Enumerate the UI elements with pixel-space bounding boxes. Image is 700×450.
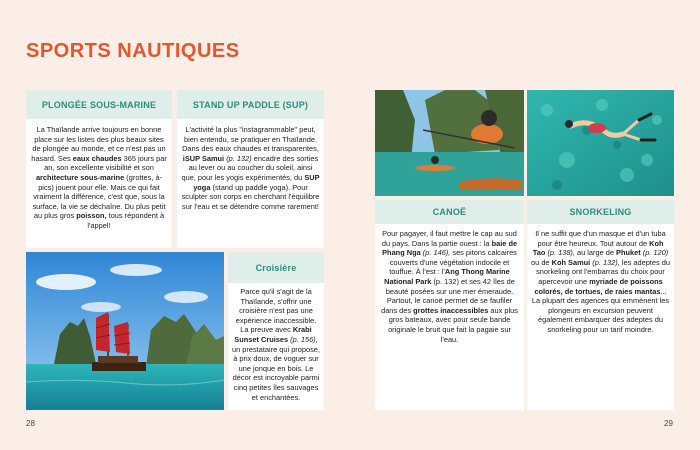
- plongee-text: [30, 125, 168, 231]
- page-title: SPORTS NAUTIQUES: [26, 40, 240, 62]
- text-run: poisson,: [76, 211, 107, 221]
- text-run: (p. 146),: [422, 248, 451, 258]
- text-run: Koh Tao: [532, 238, 664, 258]
- text-run: baie de Phang Nga: [382, 238, 518, 258]
- sup-text: [181, 125, 320, 211]
- text-run: architecture sous-marine: [35, 172, 125, 182]
- text-run: (p. 132),: [592, 257, 620, 267]
- junk-boat-photo: [26, 252, 224, 410]
- text-run: Il ne suffit que d'un masque et d'un tuba pour être heureux. Tout autour de: [535, 229, 666, 248]
- croisiere-heading: Croisière: [228, 252, 324, 283]
- text-run: (p. 132) et ses 42 îles de beauté posées sur une mer émeraude. Partout, le canoë permet de se faufiler dans des: [381, 276, 515, 315]
- text-run: (p. 132): [226, 153, 252, 163]
- snorkeling-photo: [527, 90, 674, 196]
- text-run: aux plus gros bateaux, avec pour seule bande originale le bruit que fait la pagaie sur l'eau.: [388, 305, 518, 344]
- page-number-left: 28: [26, 419, 35, 428]
- text-run: La Thaïlande arrive toujours en bonne place sur les listes des plus beaux sites de plongée au monde, et ce n'est pas un hasard. Ses: [31, 125, 166, 163]
- text-run: (stand up paddle yoga). Pour sculpter son corps en cherchant l'équilibre sur l'eau et se détendre comme rarement!: [181, 182, 320, 211]
- text-run: eaux chaudes: [72, 153, 122, 163]
- text-run: L'activité la plus "instagrammable" peut, bien entendu, se pratiquer en Thaïlande. Dans des eaux chaudes et transparentes,: [182, 125, 319, 154]
- text-run: ... La plupart des agences qui emmènent les plongeurs en excursion peuvent également embarquer des adeptes du snorkeling pour un tarif moindre.: [531, 286, 670, 334]
- canoe-text: [379, 229, 520, 344]
- snorkeling-text: [531, 229, 670, 335]
- kayak-photo: [375, 90, 524, 196]
- text-run: ses pitons calcaires couverts d'une végétation indocile et touffue. À l'est : l': [389, 248, 517, 277]
- page-number-right: 29: [664, 419, 673, 428]
- text-run: Krabi Sunset Cruises: [234, 325, 312, 344]
- text-run: Phuket: [616, 248, 641, 258]
- text-run: Parce qu'il s'agit de la Thaïlande, s'offrir une croisière n'est pas une expérience inaccessible. La preuve avec: [235, 287, 317, 335]
- croisiere-text: [232, 287, 320, 402]
- text-run: (grottes, à-pics) jouent pour elle. Mais ce qui fait vraiment la différence, c'est que, sous la surface, la vie se déchaîne. Du plus petit au plus gros: [32, 172, 166, 221]
- text-run: les adeptes du snorkeling ont l'embarras du choix pour apercevoir une: [536, 257, 670, 286]
- text-run: (p. 156),: [290, 334, 318, 344]
- text-run: grottes inaccessibles: [413, 305, 489, 315]
- text-run: myriade de poissons colorés, de tortues, de raies mantas: [534, 276, 663, 296]
- plongee-heading: PLONGÉE SOUS-MARINE: [26, 90, 172, 119]
- canoe-heading: CANOË: [375, 200, 524, 224]
- text-run: 365 jours par an, son excellente visibilité et son: [44, 153, 167, 173]
- text-run: au large de: [574, 248, 617, 258]
- snorkeling-heading: SNORKELING: [527, 200, 674, 224]
- text-run: (p. 120): [642, 248, 669, 258]
- text-run: ou de: [531, 257, 552, 267]
- text-run: Koh Samui: [551, 257, 591, 267]
- text-run: (p. 138),: [547, 248, 575, 258]
- text-run: tous répondent à l'appel!: [87, 211, 165, 230]
- text-run: un prestataire qui propose, à prix doux, de voguer sur une jonque en bois. Le décor est incroyable parmi cinq petites îles sauvages et enchantées.: [232, 344, 320, 402]
- text-run: Pour pagayer, il faut mettre le cap au sud du pays. Dans la partie ouest : la: [381, 229, 517, 248]
- text-run: iSUP Samui: [182, 153, 225, 163]
- text-run: Ang Thong Marine National Park: [384, 267, 510, 286]
- text-run: SUP yoga: [193, 172, 320, 192]
- sup-heading: STAND UP PADDLE (SUP): [177, 90, 324, 119]
- text-run: encadre des sorties au lever ou au coucher du soleil, ainsi que, pour les yogis expérimentés, du: [181, 153, 319, 182]
